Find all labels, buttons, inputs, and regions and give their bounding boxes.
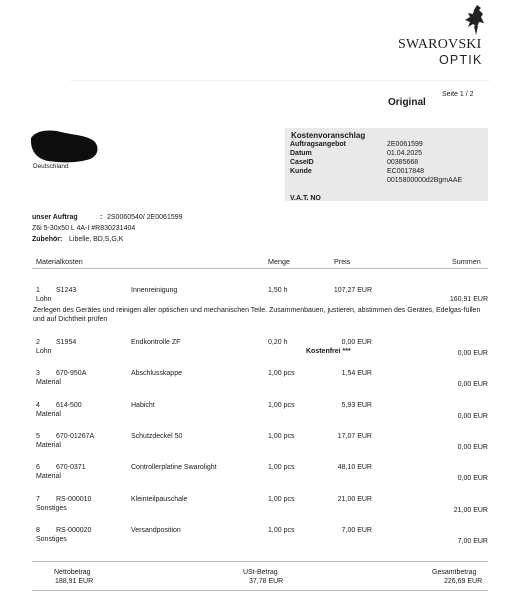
row-price: 0,00 EUR (341, 339, 372, 346)
quote-field-value: 2E0061599 (387, 141, 423, 148)
row-index: 8 (36, 527, 40, 534)
row-note: Kostenfrei *** (306, 348, 351, 355)
row-price: 48,10 EUR (337, 464, 372, 471)
column-header-price: Preis (334, 257, 351, 266)
quote-field-value: 01.04.2025 (387, 150, 423, 157)
row-article: 614-500 (56, 402, 82, 409)
row-type: Material (36, 442, 61, 449)
column-header-qty: Menge (268, 257, 290, 266)
row-type: Lohn (36, 348, 52, 355)
row-price: 21,00 EUR (337, 496, 372, 503)
net-amount-value: 188,91 EUR (55, 578, 94, 585)
row-sum: 160,91 EUR (449, 296, 488, 303)
tax-amount-label: USt-Betrag (243, 569, 278, 576)
row-description: Versandposition (131, 527, 181, 534)
row-index: 2 (36, 339, 40, 346)
row-article: RS-000020 (56, 527, 92, 534)
quote-field-label: CaseID (290, 159, 314, 166)
row-price: 107,27 EUR (333, 287, 372, 294)
quote-field-value: EC0017848 (387, 168, 424, 175)
page-number: Seite 1 / 2 (442, 91, 474, 98)
row-quantity: 1,50 h (268, 287, 288, 294)
row-index: 6 (36, 464, 40, 471)
document-original-label: Original (388, 97, 426, 108)
brand-subtitle: OPTIK (439, 53, 483, 67)
row-quantity: 0,20 h (268, 339, 288, 346)
accessories-value: Libelle, BD,S,G,K (69, 236, 124, 243)
row-price: 17,07 EUR (337, 433, 372, 440)
row-description: Endkontrolle ZF (131, 339, 181, 346)
row-sum: 21,00 EUR (453, 507, 488, 514)
row-sum: 7,00 EUR (457, 538, 488, 545)
row-article: S1243 (56, 287, 77, 294)
row-quantity: 1,00 pcs (268, 496, 295, 503)
gross-amount-value: 226,69 EUR (444, 578, 483, 585)
column-header-sum: Summen (452, 257, 481, 266)
order-colon: : (100, 214, 103, 221)
row-type: Material (36, 411, 61, 418)
row-quantity: 1,00 pcs (268, 464, 295, 471)
quote-field-label: Kunde (290, 168, 312, 175)
brand-name: SWAROVSKI (398, 37, 482, 52)
row-sum: 0,00 EUR (457, 350, 488, 357)
swarovski-swan-logo-icon (462, 4, 488, 36)
header-divider (70, 80, 490, 81)
row-type: Sonstiges (36, 505, 67, 512)
row-sum: 0,00 EUR (457, 475, 488, 482)
net-amount-label: Nettobetrag (54, 569, 91, 576)
row-type: Material (36, 473, 61, 480)
row-article: 670-0371 (56, 464, 86, 471)
row-quantity: 1,00 pcs (268, 370, 295, 377)
row-price: 7,00 EUR (341, 527, 372, 534)
row-description: Habicht (131, 402, 155, 409)
totals-rule-top (32, 561, 488, 562)
row-sum: 0,00 EUR (457, 413, 488, 420)
row-description: Abschlusskappe (131, 370, 182, 377)
row-price: 1,54 EUR (341, 370, 372, 377)
product-description: Z6i 5-30x50 L 4A-I #R830231404 (32, 225, 136, 232)
quote-field-value: 0015800000d2BgmAAE (387, 177, 463, 184)
row-description: Innenreinigung (131, 287, 178, 294)
row-index: 5 (36, 433, 40, 440)
row-sum: 0,00 EUR (457, 381, 488, 388)
quote-field-label: Datum (290, 150, 312, 157)
row-index: 3 (36, 370, 40, 377)
quote-field-value: 00385668 (387, 159, 419, 166)
row-type: Sonstiges (36, 536, 67, 543)
quote-title: Kostenvoranschlag (291, 131, 366, 140)
tax-amount-value: 37,78 EUR (249, 578, 284, 585)
row-quantity: 1,00 pcs (268, 527, 295, 534)
row-index: 4 (36, 402, 40, 409)
accessories-label: Zubehör: (32, 236, 63, 243)
column-header-material: Materialkosten (36, 257, 83, 266)
row-sum: 0,00 EUR (457, 444, 488, 451)
row-article: 670-950A (56, 370, 87, 377)
row-index: 1 (36, 287, 40, 294)
row-index: 7 (36, 496, 40, 503)
row-description: Controllerplatine Swarolight (131, 464, 217, 471)
table-header-rule (32, 268, 488, 269)
row-price: 5,93 EUR (341, 402, 372, 409)
row-description: Kleinteilpauschale (131, 496, 188, 503)
row-article: 670-01267A (56, 433, 95, 440)
gross-amount-label: Gesamtbetrag (432, 569, 477, 576)
order-label: unser Auftrag (32, 214, 78, 221)
address-redaction (28, 128, 100, 164)
row-quantity: 1,00 pcs (268, 402, 295, 409)
quote-field-label: Auftragsangebot (290, 141, 346, 148)
row-description: Schutzdeckel 50 (131, 433, 183, 440)
recipient-country: Deutschland (33, 163, 69, 170)
row-type: Lohn (36, 296, 52, 303)
totals-rule-bottom (32, 590, 488, 591)
vat-number-label: V.A.T. NO (290, 195, 321, 202)
row-long-description: Zerlegen des Gerätes und reinigen aller optischen und mechanischen Teile. Zusammenbauen, justieren, abstimmen des Gerätes, Edelgas-füllen und auf Dichtheit prüfen (33, 307, 481, 324)
row-article: S1954 (56, 339, 77, 346)
order-value: 2S0060540/ 2E0061599 (107, 214, 183, 221)
row-quantity: 1,00 pcs (268, 433, 295, 440)
row-article: RS-000010 (56, 496, 92, 503)
row-type: Material (36, 379, 61, 386)
